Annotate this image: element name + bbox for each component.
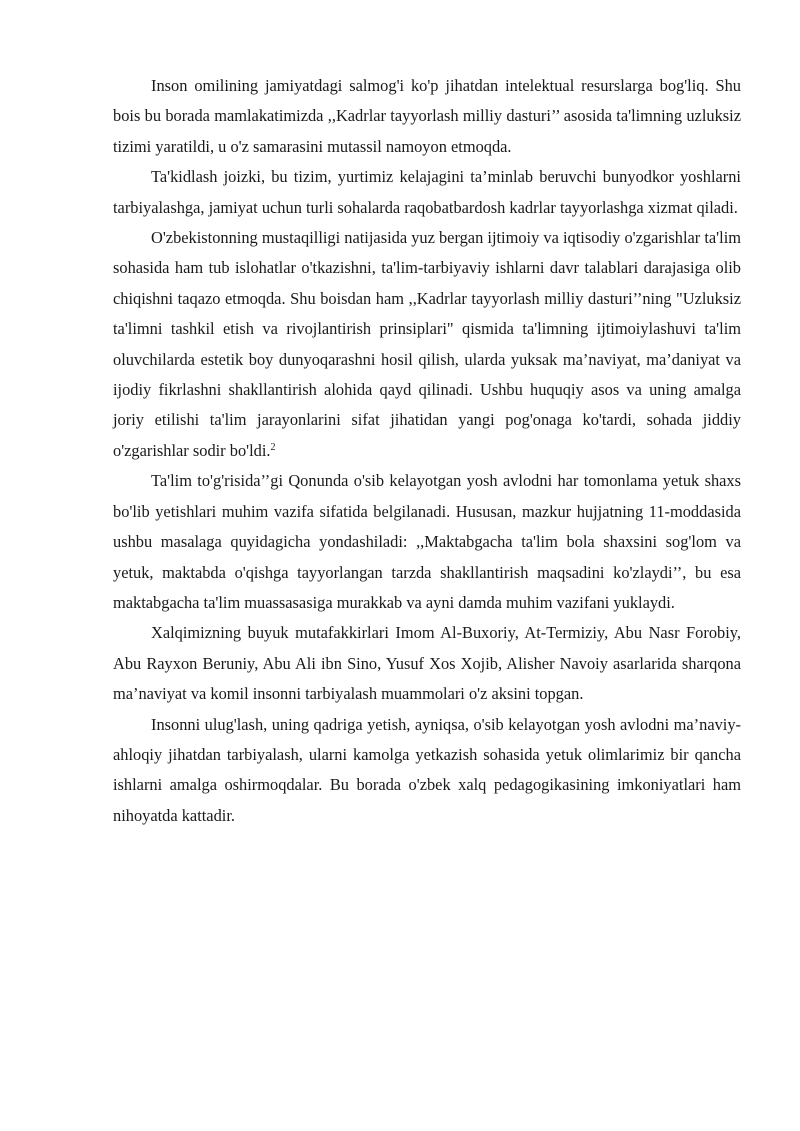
paragraph-text: O'zbekistonning mustaqilligi natijasida yuz bergan ijtimoiy va iqtisodiy o'zgarishlar ta'lim sohasida ham tub islohatlar o'tkazishni, ta'lim-tarbiyaviy ishlarni davr talablari darajasiga olib chiqishni taqazo etmoqda. Shu boisdan ham ,,Kadrlar tayyorlash milliy dasturi’’ning "Uzluksiz ta'limni tashkil etish va rivojlantirish prinsiplari" qismida ta'limning ijtimoiylashuvi ta'lim oluvchilarda estetik boy dunyoqarashni hosil qilish, ularda yuksak ma’naviyat, ma’daniyat va ijodiy fikrlashni shakllantirish alohida qayd qilinadi. Ushbu huquqiy asos va uning amalga joriy etilishi ta'lim jarayonlarini sifat jihatidan yangi pog'onaga ko'tardi, sohada jiddiy o'zgarishlar sodir bo'ldi. xyxy=(113,228,741,460)
paragraph-text: Ta'lim to'g'risida’’gi Qonunda o'sib kelayotgan yosh avlodni har tomonlama yetuk shaxs bo'lib yetishlari muhim vazifa sifatida belgilanadi. Hususan, mazkur hujjatning 11-moddasida ushbu masalaga quyidagicha yondashiladi: ,,Maktabgacha ta'lim bola shaxsini sog'lom va yetuk, maktabda o'qishga tayyorlangan tarzda shakllantirish maqsadini ko'zlaydi’’, bu esa maktabgacha ta'lim muassasasiga murakkab va ayni damda muhim vazifani yuklaydi. xyxy=(113,471,741,612)
paragraph xyxy=(113,162,741,223)
paragraph-text: Ta'kidlash joizki, bu tizim, yurtimiz kelajagini ta’minlab beruvchi bunyodkor yoshlarni tarbiyalashga, jamiyat uchun turli sohalarda raqobatbardosh kadrlar tayyorlashga xizmat qiladi. xyxy=(113,167,741,217)
paragraph-text: Xalqimizning buyuk mutafakkirlari Imom Al-Buxoriy, At-Termiziy, Abu Nasr Forobiy, Abu Rayxon Beruniy, Abu Ali ibn Sino, Yusuf Xos Xojib, Alisher Navoiy asarlarida sharqona ma’naviyat va komil insonni tarbiyalash muammolari o'z aksini topgan. xyxy=(113,623,741,704)
paragraph xyxy=(113,618,741,709)
paragraph xyxy=(113,466,741,618)
footnote-marker: 2 xyxy=(270,441,276,453)
paragraph xyxy=(113,71,741,162)
paragraph xyxy=(113,710,741,832)
paragraph-text: Insonni ulug'lash, uning qadriga yetish, ayniqsa, o'sib kelayotgan yosh avlodni ma’naviy-ahloqiy jihatdan tarbiyalash, ularni kamolga yetkazish sohasida yetuk olimlarimiz bir qancha ishlarni amalga oshirmoqdalar. Bu borada o'zbek xalq pedagogikasining imkoniyatlari ham nihoyatda kattadir. xyxy=(113,714,741,825)
document-page xyxy=(113,71,741,831)
paragraph-text: Inson omilining jamiyatdagi salmog'i ko'p jihatdan intelektual resurslarga bog'liq. Shu bois bu borada mamlakatimizda ,,Kadrlar tayyorlash milliy dasturi’’ asosida ta'limning uzluksiz tizimi yaratildi, u o'z samarasini mutassil namoyon etmoqda. xyxy=(113,76,741,156)
paragraph xyxy=(113,223,741,466)
